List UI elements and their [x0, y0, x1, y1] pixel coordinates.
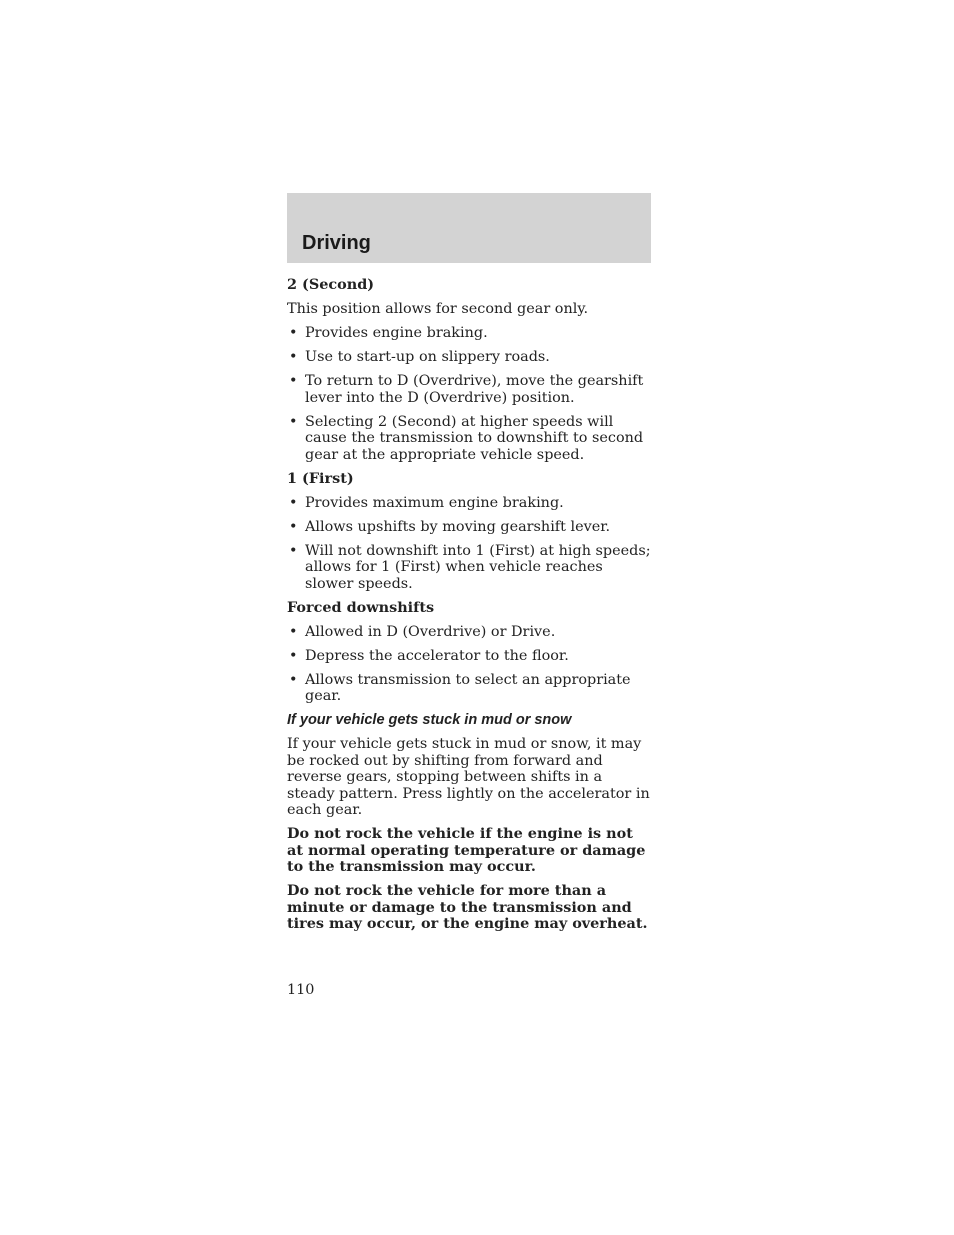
- bullet-icon: •: [289, 518, 298, 535]
- list-item: [287, 519, 651, 536]
- second-bullet-list: [287, 325, 651, 463]
- section-header-band: [287, 193, 651, 263]
- list-item-text: Will not downshift into 1 (First) at high speeds; allows for 1 (First) when vehicle reaches slower speeds.: [305, 542, 651, 592]
- list-item-text: To return to D (Overdrive), move the gearshift lever into the D (Overdrive) position.: [305, 373, 644, 406]
- bullet-icon: •: [289, 349, 298, 365]
- list-item-text: Depress the accelerator to the floor.: [305, 647, 569, 664]
- warning-engine-temperature: Do not rock the vehicle if the engine is not at normal operating temperature or damage to the transmission may occur.: [287, 825, 646, 875]
- section-title: Driving: [302, 232, 371, 254]
- list-item: [287, 672, 651, 705]
- bullet-icon: •: [289, 325, 298, 341]
- heading-first: 1 (First): [287, 469, 354, 487]
- bullet-icon: •: [289, 373, 298, 389]
- list-item-text: Allows transmission to select an appropriate gear.: [305, 671, 631, 704]
- list-item: [287, 349, 651, 366]
- list-item-text: Selecting 2 (Second) at higher speeds will cause the transmission to downshift to second gear at the appropriate vehicle speed.: [305, 413, 644, 463]
- page-content: [287, 277, 651, 940]
- list-item: [287, 414, 651, 464]
- bullet-icon: •: [289, 542, 298, 559]
- list-item-text: Use to start-up on slippery roads.: [305, 349, 550, 365]
- list-item-text: Allowed in D (Overdrive) or Drive.: [305, 623, 556, 640]
- first-bullet-list: [287, 495, 651, 593]
- list-item: [287, 624, 651, 641]
- heading-stuck-in-mud-or-snow: If your vehicle gets stuck in mud or snow: [287, 712, 572, 728]
- bullet-icon: •: [289, 671, 298, 688]
- bullet-icon: •: [289, 494, 298, 511]
- list-item-text: Allows upshifts by moving gearshift lever.: [305, 518, 611, 535]
- list-item: [287, 373, 651, 406]
- bullet-icon: •: [289, 623, 298, 640]
- list-item: [287, 543, 651, 593]
- heading-second: 2 (Second): [287, 276, 375, 293]
- forced-bullet-list: [287, 624, 651, 705]
- page-number: 110: [287, 982, 315, 998]
- bullet-icon: •: [289, 647, 298, 664]
- list-item: [287, 648, 651, 665]
- heading-forced-downshifts: Forced downshifts: [287, 598, 435, 616]
- list-item: [287, 325, 651, 342]
- second-intro: This position allows for second gear only.: [287, 301, 589, 317]
- list-item: [287, 495, 651, 512]
- list-item-text: Provides engine braking.: [305, 325, 488, 341]
- bullet-icon: •: [289, 413, 298, 430]
- warning-rock-duration: Do not rock the vehicle for more than a minute or damage to the transmission and tires may occur, or the engine may overheat.: [287, 882, 648, 932]
- stuck-body: If your vehicle gets stuck in mud or snow, it may be rocked out by shifting from forward and reverse gears, stopping between shifts in a steady pattern. Press lightly on the accelerator in each gear.: [287, 736, 650, 818]
- list-item-text: Provides maximum engine braking.: [305, 494, 564, 511]
